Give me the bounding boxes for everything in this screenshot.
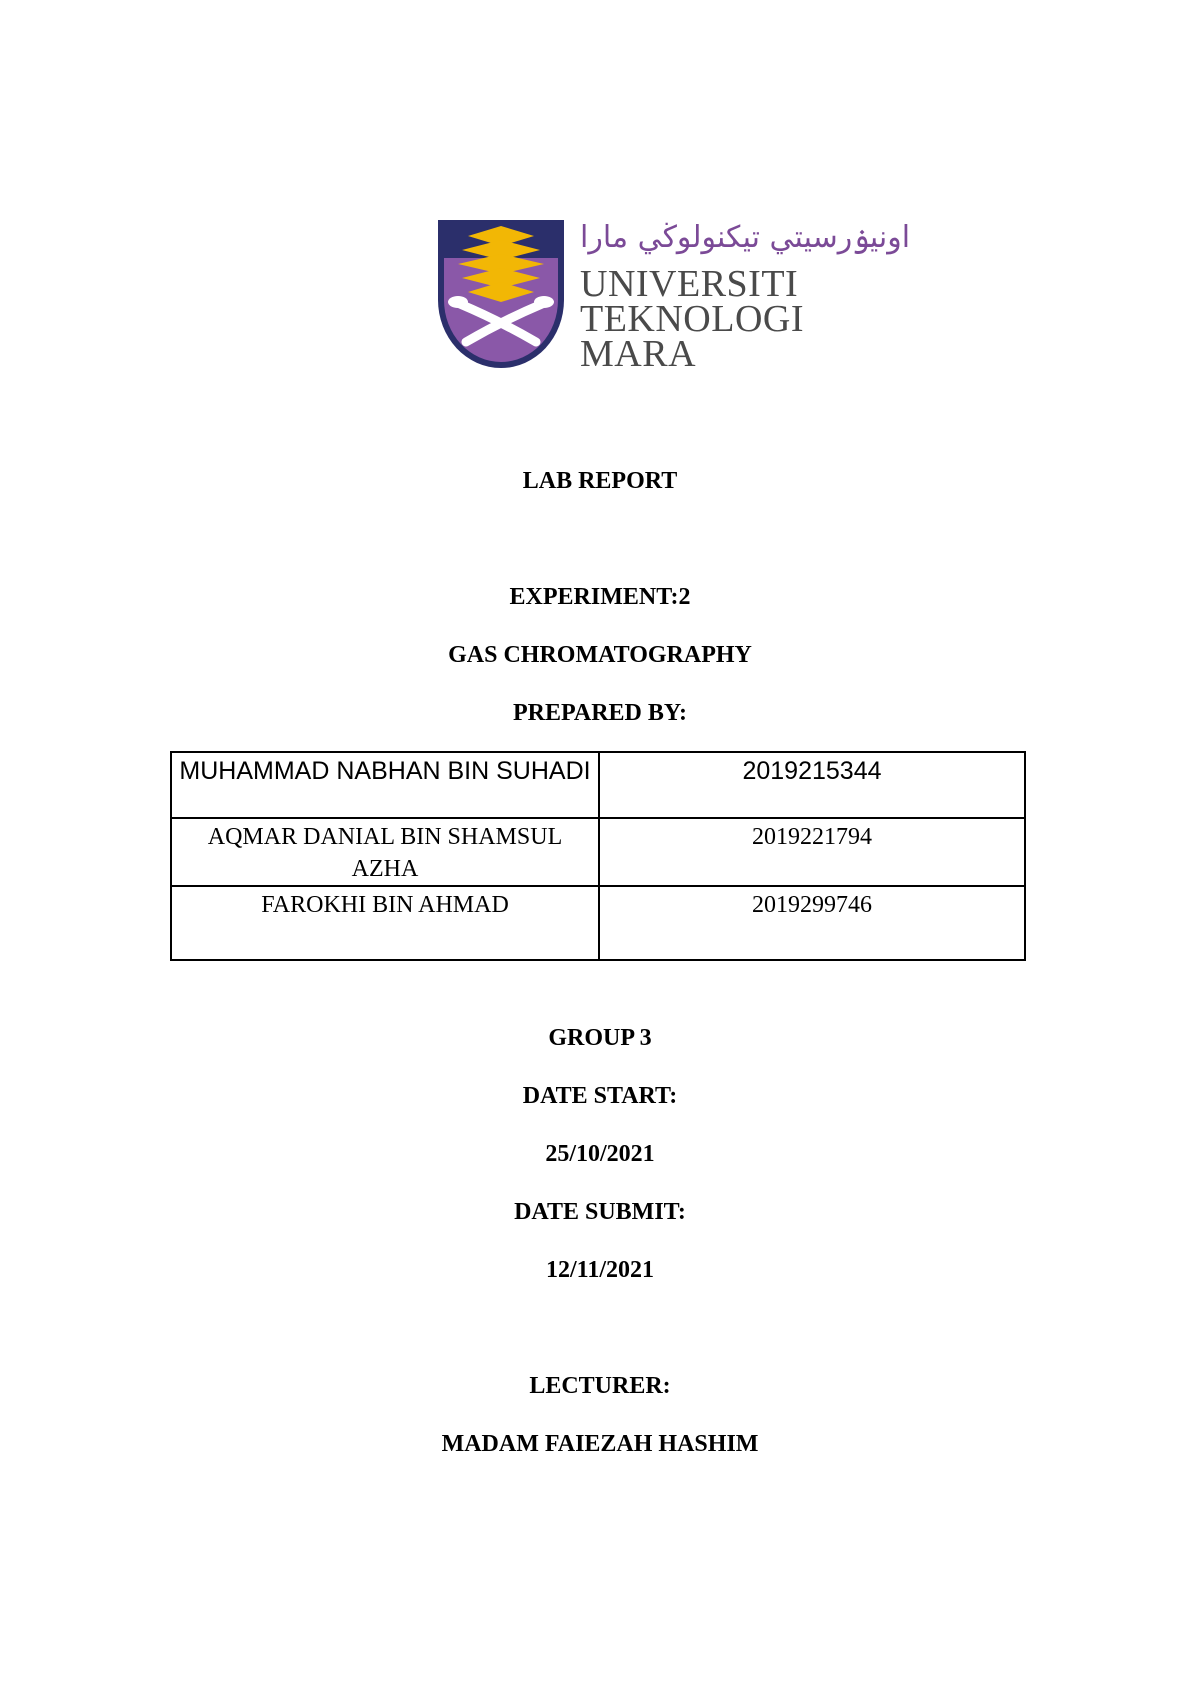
member-id: 2019221794	[599, 818, 1025, 886]
logo-line-universiti: UNIVERSITI	[580, 263, 799, 305]
member-id: 2019299746	[599, 886, 1025, 960]
uitm-logo	[438, 220, 911, 375]
uitm-crest-icon	[438, 220, 564, 368]
logo-line-teknologi: TEKNOLOGI	[580, 298, 805, 340]
member-id: 2019215344	[599, 752, 1025, 818]
lecturer-name: MADAM FAIEZAH HASHIM	[441, 1431, 759, 1457]
logo-line-mara: MARA	[580, 333, 697, 375]
experiment-number: EXPERIMENT:2	[509, 584, 691, 610]
members-table	[170, 751, 1026, 961]
member-name: AQMAR DANIAL BIN SHAMSUL AZHA	[171, 818, 599, 886]
date-start-label: DATE START:	[522, 1083, 678, 1109]
date-submit-value: 12/11/2021	[545, 1257, 654, 1283]
experiment-subject: GAS CHROMATOGRAPHY	[448, 642, 752, 668]
crest-hilt-right	[534, 296, 554, 308]
member-name: FAROKHI BIN AHMAD	[171, 886, 599, 960]
member-name: MUHAMMAD NABHAN BIN SUHADI	[171, 752, 599, 818]
table-row	[171, 818, 1025, 886]
report-title: LAB REPORT	[522, 468, 678, 494]
date-submit-label: DATE SUBMIT:	[514, 1199, 686, 1225]
uitm-wordmark	[580, 220, 911, 375]
date-start-value: 25/10/2021	[545, 1141, 655, 1167]
logo-jawi-text: اونيۏرسيتي تيكنولوڬي مارا	[580, 220, 911, 255]
table-row	[171, 752, 1025, 818]
crest-hilt-left	[448, 296, 468, 308]
group-label: GROUP 3	[548, 1025, 652, 1051]
prepared-by-label: PREPARED BY:	[512, 700, 687, 726]
lecturer-label: LECTURER:	[529, 1373, 671, 1399]
table-row	[171, 886, 1025, 960]
